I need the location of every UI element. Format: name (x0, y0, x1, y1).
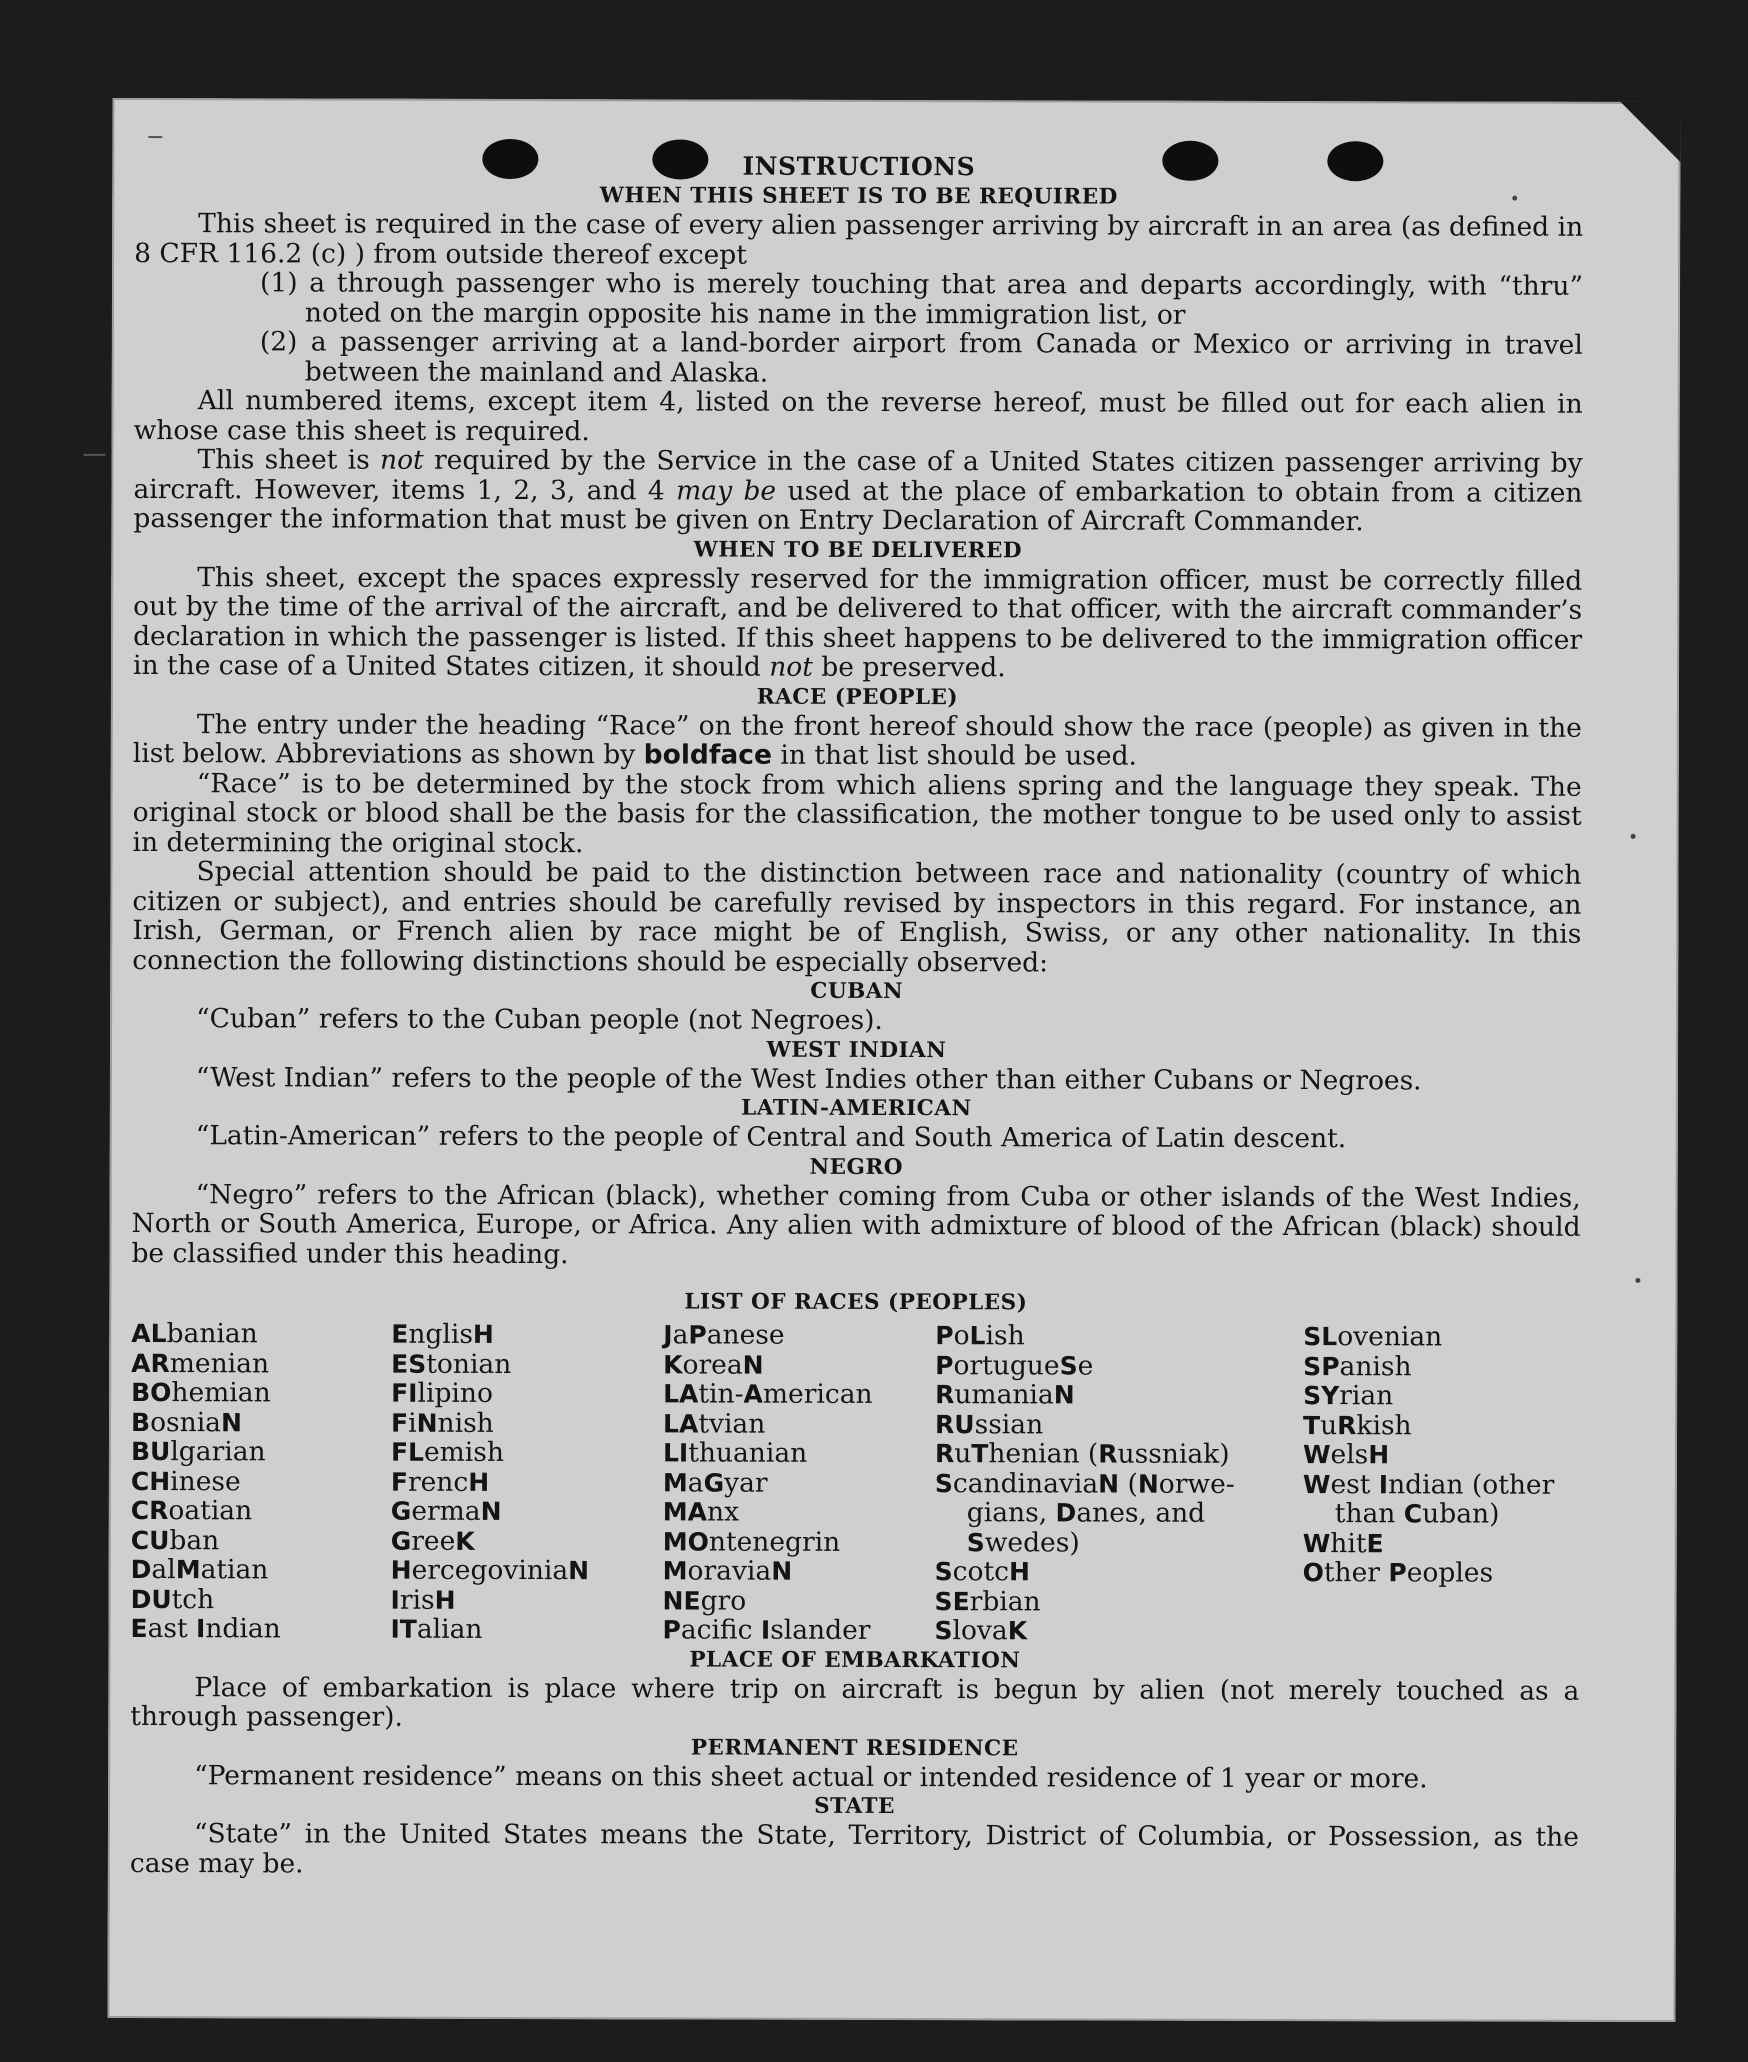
negro-definition: “Negro” refers to the African (black), whether coming from Cuba or other islands of the West Indies, North or South America, Europe, or Africa. Any alien with admixture of blood of the African (black) should be classified under this heading. (131, 1178, 1581, 1270)
race-entry: LAtvian (663, 1407, 766, 1440)
race-entry: DalMatian (130, 1554, 269, 1586)
state-definition: “State” in the United States means the State, Territory, District of Columbia, or Possession, as the case may be. (129, 1818, 1580, 1879)
citizen-text: This sheet is not required by the Service in the case of a United States citizen passenger arriving by aircraft. However, items 1, 2, 3, and 4 may be used at the place of embarkation to obtain from a citizen passenger the information that must be given on Entry Declaration of Aircraft Commander. (133, 444, 1583, 538)
race-entry: than Cuban) (1334, 1498, 1500, 1530)
heading-place-of-embarkation: PLACE OF EMBARKATION (689, 1646, 1021, 1673)
race-entry: SYrian (1303, 1380, 1394, 1412)
race-column-5 (1302, 1322, 1580, 1647)
race-entry: EStonian (391, 1348, 512, 1380)
heading-cuban: CUBAN (810, 978, 904, 1005)
race-column-4 (934, 1321, 1303, 1646)
race-entry: GermaN (390, 1495, 502, 1527)
race-entry: IrisH (390, 1584, 456, 1616)
numbered-items-text: All numbered items, except item 4, listed on the reverse hereof, must be filled out for each alien in whose case this sheet is required. (133, 385, 1583, 447)
race-entry: FLemish (390, 1436, 504, 1468)
race-entry: KoreaN (663, 1348, 764, 1381)
race-entry: MAnx (662, 1496, 740, 1528)
heading-when-delivered: WHEN TO BE DELIVERED (693, 536, 1023, 563)
cuban-definition: “Cuban” refers to the Cuban people (not Negroes). (196, 1003, 883, 1036)
race-entry: gians, Danes, and (966, 1497, 1206, 1529)
instructions-body (130, 150, 1584, 1882)
race-entry: Swedes) (966, 1526, 1080, 1558)
race-entry: HercegoviniaN (390, 1554, 590, 1587)
race-para-3: Special attention should be paid to the distinction between race and nationality (country of which citizen or subject), and entries should be carefully revised by inspectors in this regard. For instance, an Irish, German, or French alien by race might be of English, Swiss, or any other nationality. In this connection the following distinctions should be especially observed: (132, 856, 1582, 978)
race-entry: SErbian (934, 1585, 1041, 1617)
heading-permanent-residence: PERMANENT RESIDENCE (690, 1734, 1019, 1761)
race-entry: ARmenian (131, 1347, 270, 1379)
heading-state: STATE (814, 1793, 895, 1820)
exception-item-2: (2) a passenger arriving at a land-border airport from Canada or Mexico or arriving in travel between the mainland and Alaska. (259, 326, 1583, 389)
race-entry: CHinese (130, 1465, 241, 1497)
heading-race: RACE (PEOPLE) (756, 684, 959, 710)
form-sheet (107, 98, 1680, 2022)
race-entry: LAtin-American (663, 1378, 873, 1410)
race-entry: MaGyar (662, 1466, 768, 1499)
race-column-2 (390, 1320, 663, 1645)
exception-item-1: (1) a through passenger who is merely touching that area and departs accordingly, with “thru” noted on the margin opposite his name in the immigration list, or (259, 267, 1584, 331)
race-list (130, 1319, 1580, 1647)
west-indian-definition: “West Indian” refers to the people of the West Indies other than either Cubans or Negroes. (195, 1061, 1422, 1096)
race-entry: RUssian (935, 1408, 1044, 1440)
race-entry: East Indian (130, 1613, 281, 1645)
race-entry: FiNnish (391, 1407, 494, 1439)
race-entry: BUlgarian (130, 1436, 266, 1468)
race-entry: FrencH (390, 1466, 490, 1498)
race-entry: FIlipino (391, 1377, 493, 1409)
race-entry: DUtch (130, 1583, 215, 1615)
race-entry: WelsH (1302, 1439, 1390, 1471)
latin-american-definition: “Latin-American” refers to the people of Central and South America of Latin descent. (195, 1120, 1347, 1155)
race-entry: Other Peoples (1302, 1557, 1494, 1589)
delivered-text: This sheet, except the spaces expressly reserved for the immigration officer, must be correctly filled out by the time of the arrival of the aircraft, and be delivered to that officer, with the aircraft commander’s declaration in which the passenger is listed. If this sheet happens to be delivered to the immigration officer in the case of a United States citizen, it should not be preserved. (132, 561, 1583, 684)
race-entry: TuRkish (1303, 1409, 1412, 1441)
race-entry: JaPanese (663, 1319, 785, 1351)
race-entry: WhitE (1302, 1527, 1384, 1559)
race-entry: West Indian (other (1302, 1468, 1555, 1501)
heading-list-of-races: LIST OF RACES (PEOPLES) (684, 1289, 1028, 1316)
folded-corner (1620, 102, 1680, 162)
race-para-1: The entry under the heading “Race” on the front hereof should show the race (people) as given in the list below. Abbreviations as shown by boldface in that list should be used. (132, 708, 1582, 772)
race-entry: CRoatian (130, 1495, 253, 1527)
smudge (84, 454, 106, 456)
race-column-1 (130, 1319, 391, 1644)
race-entry: LIthuanian (662, 1437, 808, 1469)
race-entry: ITalian (390, 1613, 483, 1645)
embarkation-definition: Place of embarkation is place where trip on aircraft is begun by alien (not merely touched as a through passenger). (130, 1671, 1580, 1733)
race-entry: RumaniaN (935, 1379, 1075, 1411)
instructions-title: INSTRUCTIONS (742, 151, 976, 182)
race-entry: SPanish (1303, 1350, 1412, 1382)
race-entry: NEgro (662, 1584, 747, 1617)
race-entry: CUban (130, 1524, 220, 1556)
race-entry: ALbanian (131, 1318, 258, 1350)
race-entry: PoLish (935, 1320, 1025, 1352)
race-entry: Pacific Islander (662, 1614, 871, 1646)
race-entry: EnglisH (391, 1318, 494, 1350)
race-entry: ScandinaviaN (Norwe- (934, 1467, 1235, 1500)
race-column-3 (662, 1320, 935, 1645)
residence-definition: “Permanent residence” means on this sheet actual or intended residence of 1 year or more. (194, 1759, 1428, 1794)
race-entry: PortugueSe (935, 1349, 1094, 1382)
smudge (148, 136, 162, 138)
heading-when-required: WHEN THIS SHEET IS TO BE REQUIRED (599, 183, 1118, 210)
speck (1631, 834, 1636, 839)
race-entry: RuThenian (Russniak) (934, 1438, 1230, 1470)
race-entry: BOhemian (131, 1377, 271, 1409)
speck (1635, 1278, 1640, 1283)
race-entry: ScotcH (934, 1556, 1030, 1588)
race-entry: MOntenegrin (662, 1526, 841, 1558)
required-intro: This sheet is required in the case of every alien passenger arriving by aircraft in an area (as defined in 8 CFR 116.2 (c) ) from outside thereof except (134, 208, 1584, 271)
race-entry: MoraviaN (662, 1555, 793, 1587)
race-entry: GreeK (390, 1525, 475, 1557)
race-para-2: “Race” is to be determined by the stock from which aliens spring and the language they speak. The original stock or blood shall be the basis for the classification, the mother tongue to be used only to assist in determining the original stock. (132, 767, 1582, 859)
heading-latin-american: LATIN-AMERICAN (741, 1095, 972, 1122)
race-entry: BosniaN (131, 1406, 242, 1438)
heading-negro: NEGRO (809, 1154, 904, 1180)
race-entry: SLovenian (1303, 1321, 1443, 1353)
heading-west-indian: WEST INDIAN (766, 1037, 947, 1063)
race-entry: SlovaK (934, 1615, 1028, 1647)
